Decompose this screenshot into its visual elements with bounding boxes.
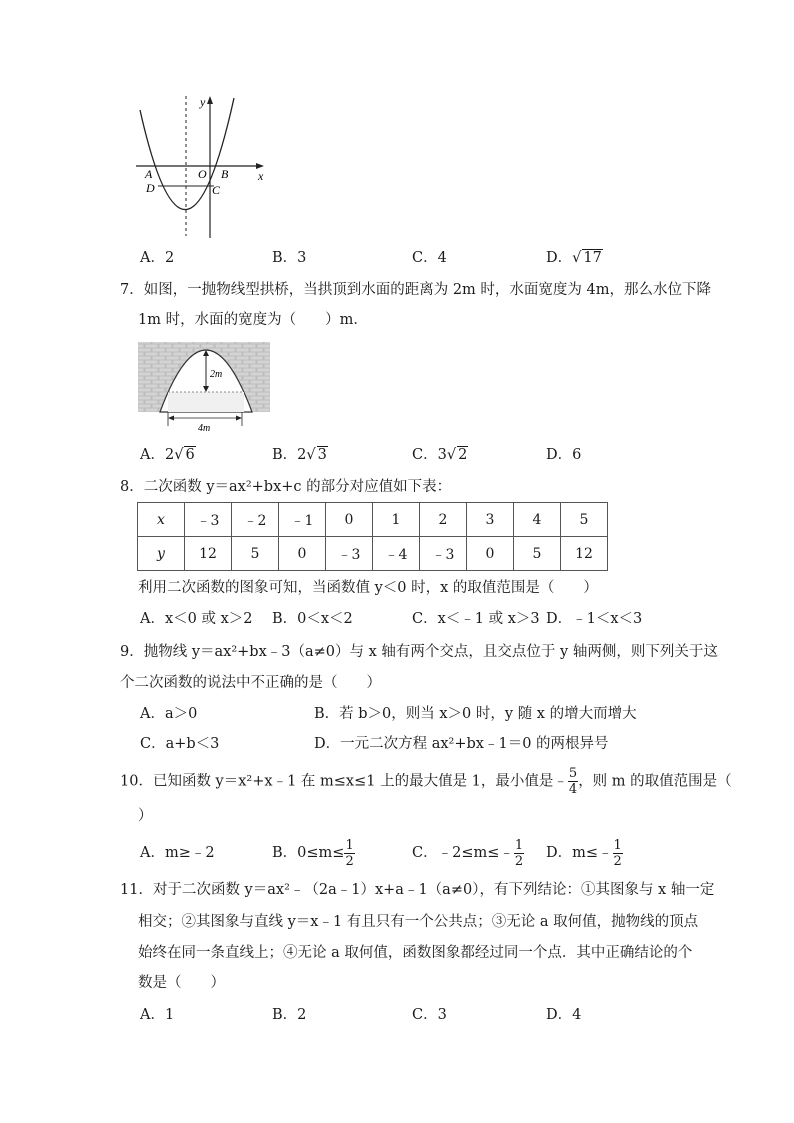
water-area — [168, 392, 244, 412]
q6-option-c[interactable] — [412, 248, 447, 268]
height-label: 2m — [210, 369, 223, 380]
table-cell: 2 — [420, 503, 467, 537]
q8-stem: 8．二次函数 y＝ax²+bx+c 的部分对应值如下表： — [120, 479, 452, 495]
q9-option-a[interactable]: A．a＞0 — [140, 706, 198, 722]
q10-option-b[interactable] — [272, 836, 355, 870]
table-cell: 3 — [467, 503, 514, 537]
label-a: A — [145, 167, 153, 181]
width-arrow-left — [168, 416, 174, 421]
table-row-y — [138, 537, 608, 571]
table-cell: ﹣4 — [373, 537, 420, 571]
option-letter: C． — [412, 250, 438, 266]
coefficient: 2 — [164, 447, 175, 463]
q9-stem-line2: 个二次函数的说法中不正确的是（ ） — [120, 675, 381, 691]
option-text: C．﹣2≤m≤﹣ — [412, 845, 514, 861]
q8-option-d[interactable]: D．﹣1＜x＜3 — [546, 611, 643, 627]
option-letter: D． — [546, 250, 573, 266]
q7-stem-line2: 1m 时，水面的宽度为（ ）m． — [138, 312, 368, 328]
q8-value-table — [137, 502, 608, 571]
fraction-five-quarters — [568, 766, 578, 797]
q11-option-c[interactable]: C．3 — [412, 1007, 447, 1023]
label-y: y — [200, 95, 206, 109]
option-letter: A． — [140, 447, 165, 463]
fraction-denominator: 2 — [514, 853, 524, 869]
width-arrow-right — [236, 416, 242, 421]
table-cell: 12 — [185, 537, 232, 571]
fraction-denominator: 4 — [568, 782, 578, 797]
q8-ask: 利用二次函数的图象可知，当函数值 y＜0 时，x 的取值范围是（ ） — [138, 580, 598, 596]
q7-option-a[interactable] — [140, 445, 196, 465]
sqrt-expression: √ 17 — [572, 250, 602, 266]
option-value: 6 — [572, 447, 582, 463]
option-letter: C． — [412, 447, 438, 463]
q9-option-d[interactable]: D．一元二次方程 ax²+bx﹣1＝0 的两根异号 — [314, 736, 609, 752]
q7-bridge-figure — [138, 340, 270, 432]
label-x: x — [258, 169, 264, 183]
option-value: 3 — [297, 250, 307, 266]
option-letter: B． — [272, 250, 298, 266]
option-text: D．m≤﹣ — [546, 845, 613, 861]
radicand: 6 — [185, 447, 195, 463]
q10-stem — [120, 766, 732, 797]
option-text: B．0≤m≤ — [272, 845, 345, 861]
q9-option-c[interactable]: C．a+b＜3 — [140, 736, 220, 752]
y-axis-arrow — [207, 96, 213, 104]
fraction-half — [613, 838, 623, 869]
q7-option-b[interactable] — [272, 445, 328, 465]
q11-stem-line3: 始终在同一条直线上；④无论 a 取何值，函数图象都经过同一个点．其中正确结论的个 — [138, 945, 693, 961]
q7-option-c[interactable] — [412, 445, 468, 465]
fraction-numerator: 1 — [613, 837, 622, 853]
table-cell: ﹣3 — [326, 537, 373, 571]
table-cell: 4 — [514, 503, 561, 537]
q11-stem-line1: 11．对于二次函数 y＝ax²﹣（2a﹣1）x+a﹣1（a≠0），有下列结论：①其图象与 x 轴一定 — [120, 882, 715, 898]
q11-option-a[interactable]: A．1 — [140, 1007, 175, 1023]
option-value: 4 — [437, 250, 447, 266]
table-cell: 5 — [514, 537, 561, 571]
fraction-denominator: 2 — [345, 853, 354, 869]
sqrt-expression: √ 3 — [306, 447, 327, 463]
table-cell: ﹣1 — [279, 503, 326, 537]
radicand: 2 — [458, 447, 468, 463]
q6-option-a[interactable] — [140, 248, 174, 268]
q10-option-d[interactable] — [546, 836, 623, 870]
q9-option-b[interactable]: B．若 b＞0，则当 x＞0 时，y 随 x 的增大而增大 — [314, 706, 637, 722]
fraction-numerator: 1 — [345, 837, 354, 853]
q8-option-a[interactable]: A．x＜0 或 x＞2 — [140, 611, 253, 627]
sqrt-expression: √ 6 — [174, 447, 195, 463]
q10-stem-close: ） — [138, 808, 153, 824]
question-6-figure — [132, 90, 272, 240]
coefficient: 2 — [297, 447, 307, 463]
option-letter: B． — [272, 447, 298, 463]
table-cell: 0 — [279, 537, 326, 571]
fraction-half — [514, 838, 524, 869]
table-cell: 1 — [373, 503, 420, 537]
label-d: D — [146, 181, 155, 195]
q8-option-c[interactable]: C．x＜﹣1 或 x＞3 — [412, 611, 540, 627]
table-cell: ﹣3 — [420, 537, 467, 571]
table-cell: 5 — [561, 503, 608, 537]
width-label: 4m — [198, 423, 211, 432]
table-cell: ﹣2 — [232, 503, 279, 537]
option-letter: D． — [546, 447, 573, 463]
coefficient: 3 — [437, 447, 447, 463]
q10-stem-post: ，则 m 的取值范围是（ — [578, 773, 732, 790]
table-cell: ﹣3 — [185, 503, 232, 537]
fraction-numerator: 1 — [514, 837, 524, 853]
option-value: 2 — [164, 250, 175, 266]
q9-stem-line1: 9．抛物线 y＝ax²+bx﹣3（a≠0）与 x 轴有两个交点，且交点位于 y 轴两侧，则下列关于这 — [120, 644, 718, 660]
table-header-y: y — [138, 537, 185, 571]
q11-stem-line4: 数是（ ） — [138, 975, 225, 991]
q7-stem-line1: 7．如图，一抛物线型拱桥，当拱顶到水面的距离为 2m 时，水面宽度为 4m，那么水位下降 — [120, 282, 711, 298]
table-cell: 0 — [326, 503, 373, 537]
table-cell: 5 — [232, 537, 279, 571]
table-cell: 0 — [467, 537, 514, 571]
table-cell: 12 — [561, 537, 608, 571]
table-header-x: x — [138, 503, 185, 537]
radicand: 17 — [583, 250, 602, 266]
radicand: 3 — [317, 447, 327, 463]
label-c: C — [212, 183, 221, 197]
fraction-numerator: 5 — [568, 766, 578, 781]
option-letter: A． — [140, 250, 165, 266]
q11-option-d[interactable]: D．4 — [546, 1007, 582, 1023]
table-row-x — [138, 503, 608, 537]
label-b: B — [221, 167, 229, 181]
q7-option-d[interactable] — [546, 445, 581, 465]
q6-option-b[interactable] — [272, 248, 306, 268]
q11-option-b[interactable]: B．2 — [272, 1007, 307, 1023]
q10-option-c[interactable] — [412, 836, 524, 870]
q10-option-a[interactable]: A．m≥﹣2 — [140, 845, 215, 861]
sqrt-expression: √ 2 — [446, 447, 468, 463]
q8-option-b[interactable]: B．0＜x＜2 — [272, 611, 353, 627]
fraction-denominator: 2 — [613, 853, 622, 869]
q11-stem-line2: 相交；②其图象与直线 y＝x﹣1 有且只有一个公共点；③无论 a 取何值，抛物线的顶点 — [138, 914, 699, 930]
fraction-half — [344, 838, 354, 869]
q6-option-d[interactable] — [546, 248, 603, 268]
label-o: O — [198, 167, 207, 181]
q10-stem-pre: 10．已知函数 y＝x²+x﹣1 在 m≤x≤1 上的最大值是 1，最小值是﹣ — [120, 773, 568, 790]
